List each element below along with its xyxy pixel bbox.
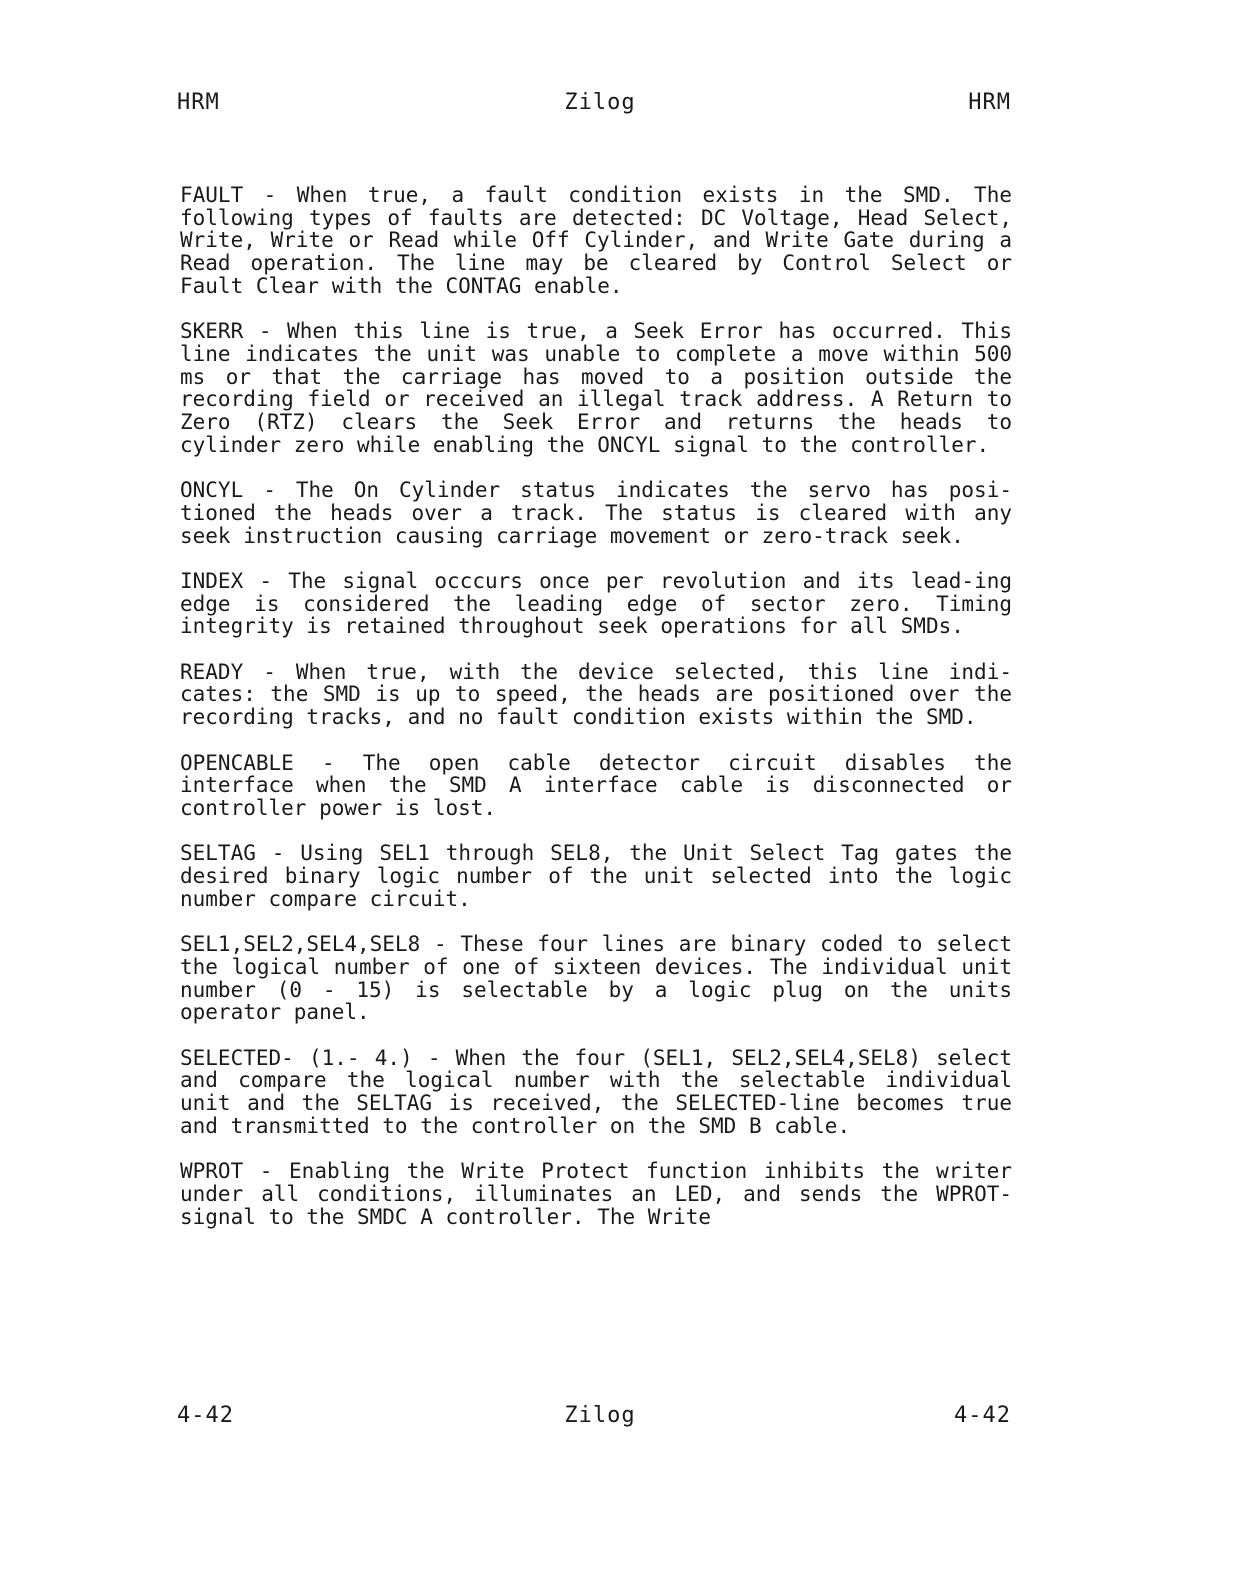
paragraph-seltag: SELTAG - Using SEL1 through SEL8, the Unit Select Tag gates the desired binary logic number of the unit selected into the logic number compare circuit. (180, 841, 1012, 911)
paragraph-ready: READY - When true, with the device selected, this line indi-cates: the SMD is up to speed, the heads are positioned over the recording tracks, and no fault condition exists within the SMD. (180, 659, 1012, 730)
paragraph-oncyl: ONCYL - The On Cylinder status indicates the servo has posi-tioned the heads over a track. The status is cleared with any seek instruction causing carriage movement or zero-track seek. (180, 478, 1012, 548)
document-body (180, 184, 1012, 1251)
paragraph-wprot: WPROT - Enabling the Write Protect function inhibits the writer under all conditions, illuminates an LED, and sends the WPROT- signal to the SMDC A controller. The Write (180, 1159, 1012, 1229)
header-right: HRM (968, 90, 1011, 115)
footer-page-number-left: 4-42 (177, 1403, 234, 1428)
header-center: Zilog (564, 90, 636, 115)
footer-center: Zilog (564, 1403, 636, 1428)
paragraph-skerr: SKERR - When this line is true, a Seek Error has occurred. This line indicates the unit was unable to complete a move within 500 ms or that the carriage has moved to a position outside the recording field or received an illegal track address. A Return to Zero (RTZ) clears the Seek Error and returns the heads to cylinder zero while enabling the ONCYL signal to the controller. (180, 319, 1012, 457)
paragraph-index: INDEX - The signal occcurs once per revolution and its lead-ing edge is considered the leading edge of sector zero. Timing integrity is retained throughout seek operations for all SMDs. (180, 568, 1012, 639)
paragraph-fault: FAULT - When true, a fault condition exists in the SMD. The following types of faults are detected: DC Voltage, Head Select, Write, Write or Read while Off Cylinder, and Write Gate during a Read operation. The line may be cleared by Control Select or Fault Clear with the CONTAG enable. (180, 183, 1012, 298)
paragraph-selected: SELECTED- (1.- 4.) - When the four (SEL1, SEL2,SEL4,SEL8) select and compare the logical number with the selectable individual unit and the SELTAG is received, the SELECTED-line becomes true and transmitted to the controller on the SMD B cable. (180, 1045, 1012, 1138)
paragraph-opencable: OPENCABLE - The open cable detector circuit disables the interface when the SMD A interface cable is disconnected or controller power is lost. (180, 750, 1012, 820)
paragraph-sel-lines: SEL1,SEL2,SEL4,SEL8 - These four lines are binary coded to select the logical number of one of sixteen devices. The individual unit number (0 - 15) is selectable by a logic plug on the units operator panel. (180, 932, 1012, 1025)
header-left: HRM (177, 90, 220, 115)
footer-page-number-right: 4-42 (954, 1403, 1011, 1428)
